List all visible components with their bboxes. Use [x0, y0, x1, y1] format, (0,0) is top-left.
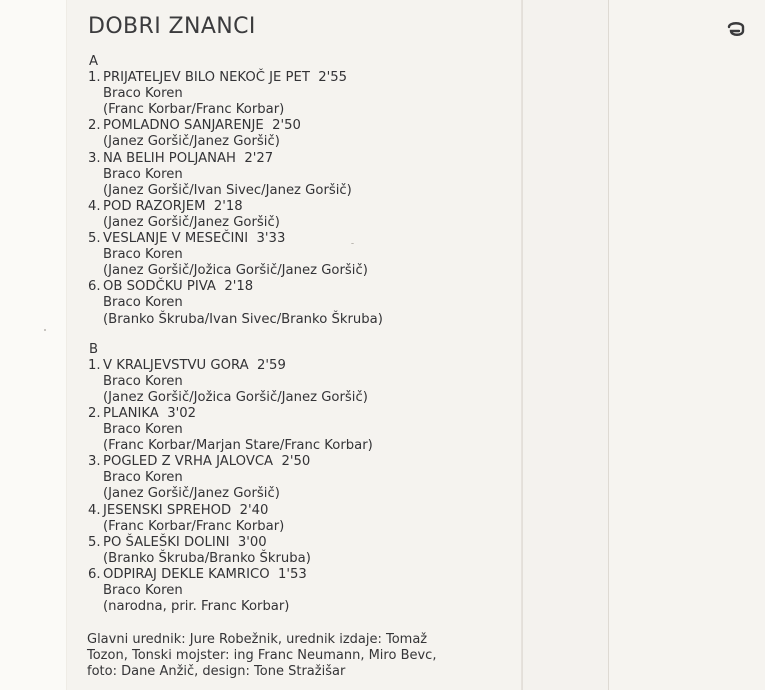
track-number: 2.	[88, 405, 101, 421]
track-item	[88, 567, 508, 615]
track-title: POMLADNO SANJARENJE	[103, 118, 264, 134]
track-duration: 2'40	[239, 502, 269, 518]
track-title: ODPIRAJ DEKLE KAMRICO	[103, 566, 270, 582]
track-duration: 2'18	[213, 198, 243, 214]
track-number: 4.	[88, 502, 101, 518]
track-performer: Braco Koren	[103, 470, 183, 486]
track-title: VESLANJE V MESEČINI	[103, 231, 249, 247]
track-title-line	[88, 279, 508, 295]
track-title-line	[88, 358, 508, 374]
track-duration: 3'00	[237, 534, 267, 550]
track-item	[88, 118, 508, 150]
track-title: PLANIKA	[103, 405, 159, 421]
cover-panel-spine	[522, 0, 609, 690]
cover-panel-flap	[608, 0, 765, 690]
track-number: 1.	[88, 357, 101, 373]
track-title: OB SODČKU PIVA	[103, 279, 216, 295]
track-item	[88, 70, 508, 118]
side-b-tracks	[88, 358, 508, 616]
track-credits: (Janez Goršič/Janez Goršič)	[103, 214, 280, 230]
track-performer: Braco Koren	[103, 373, 183, 389]
track-title-line	[88, 567, 508, 583]
track-title: NA BELIH POLJANAH	[103, 150, 236, 166]
track-title-line	[88, 406, 508, 422]
track-credits: (Franc Korbar/Marjan Stare/Franc Korbar)	[103, 438, 373, 454]
track-credits: (Franc Korbar/Franc Korbar)	[103, 102, 285, 118]
track-title-line	[88, 503, 508, 519]
track-credits: (narodna, prir. Franc Korbar)	[103, 599, 290, 615]
scan-margin-left	[0, 0, 66, 690]
track-duration: 2'50	[281, 454, 311, 470]
track-number: 4.	[88, 198, 101, 214]
track-number: 5.	[88, 231, 101, 247]
track-title-line	[88, 70, 508, 86]
track-title-line	[88, 454, 508, 470]
credits-line: Glavni urednik: Jure Robežnik, urednik izdaje: Tomaž	[87, 632, 428, 647]
track-duration: 2'50	[272, 118, 301, 134]
track-item	[88, 535, 508, 567]
side-b-label: B	[89, 341, 99, 357]
track-performer: Braco Koren	[103, 166, 183, 182]
track-title: POD RAZORJEM	[103, 198, 206, 214]
album-title: DOBRI ZNANCI	[88, 14, 256, 39]
track-number: 6.	[88, 566, 101, 582]
track-title: PRIJATELJEV BILO NEKOČ JE PET	[103, 70, 310, 86]
track-item	[88, 454, 508, 502]
track-item	[88, 406, 508, 454]
track-credits: (Janez Goršič/Janez Goršič)	[103, 134, 280, 150]
track-number: 6.	[88, 279, 101, 295]
track-item	[88, 151, 508, 199]
track-credits: (Janez Goršič/Janez Goršič)	[103, 486, 280, 502]
track-number: 1.	[88, 70, 101, 86]
logo-mark-icon	[725, 18, 747, 40]
paper-speck	[44, 329, 46, 331]
track-credits: (Branko Škruba/Ivan Sivec/Branko Škruba)	[103, 311, 383, 327]
track-title: JESENSKI SPREHOD	[103, 502, 232, 518]
track-item	[88, 358, 508, 406]
track-credits: (Janez Goršič/Ivan Sivec/Janez Goršič)	[103, 182, 352, 198]
track-item	[88, 231, 508, 279]
credits-line: Tozon, Tonski mojster: ing Franc Neumann, Miro Bevc,	[87, 648, 437, 664]
track-title: POGLED Z VRHA JALOVCA	[103, 454, 274, 470]
track-credits: (Janez Goršič/Jožica Goršič/Janez Goršič)	[103, 389, 368, 405]
credits-line: foto: Dane Anžič, design: Tone Stražišar	[87, 664, 346, 680]
track-item	[88, 199, 508, 231]
track-title: V KRALJEVSTVU GORA	[103, 357, 249, 373]
track-title-line	[88, 118, 508, 134]
track-duration: 2'55	[318, 70, 348, 86]
track-duration: 1'53	[277, 566, 307, 582]
track-performer: Braco Koren	[103, 583, 183, 598]
track-title-line	[88, 231, 508, 247]
track-performer: Braco Koren	[103, 86, 183, 102]
track-duration: 2'27	[244, 150, 274, 166]
track-number: 5.	[88, 534, 101, 550]
track-performer: Braco Koren	[103, 247, 183, 263]
track-title-line	[88, 535, 508, 551]
track-performer: Braco Koren	[103, 295, 183, 311]
track-title-line	[88, 151, 508, 167]
production-credits	[87, 632, 502, 681]
side-a-label: A	[89, 54, 99, 69]
track-number: 3.	[88, 150, 101, 166]
track-number: 2.	[88, 118, 101, 134]
track-credits: (Janez Goršič/Jožica Goršič/Janez Goršič)	[103, 263, 368, 279]
track-item	[88, 503, 508, 535]
track-duration: 2'59	[257, 357, 286, 373]
track-title: PO ŠALEŠKI DOLINI	[103, 534, 230, 550]
track-credits: (Branko Škruba/Branko Škruba)	[103, 550, 311, 566]
track-title-line	[88, 199, 508, 215]
track-duration: 2'18	[224, 279, 254, 295]
track-performer: Braco Koren	[103, 422, 183, 438]
side-a-tracks	[88, 70, 508, 328]
track-duration: 3'33	[256, 231, 286, 247]
tracklist	[88, 54, 508, 615]
track-number: 3.	[88, 454, 101, 470]
track-item	[88, 279, 508, 327]
track-duration: 3'02	[167, 405, 197, 421]
track-credits: (Franc Korbar/Franc Korbar)	[103, 518, 285, 534]
